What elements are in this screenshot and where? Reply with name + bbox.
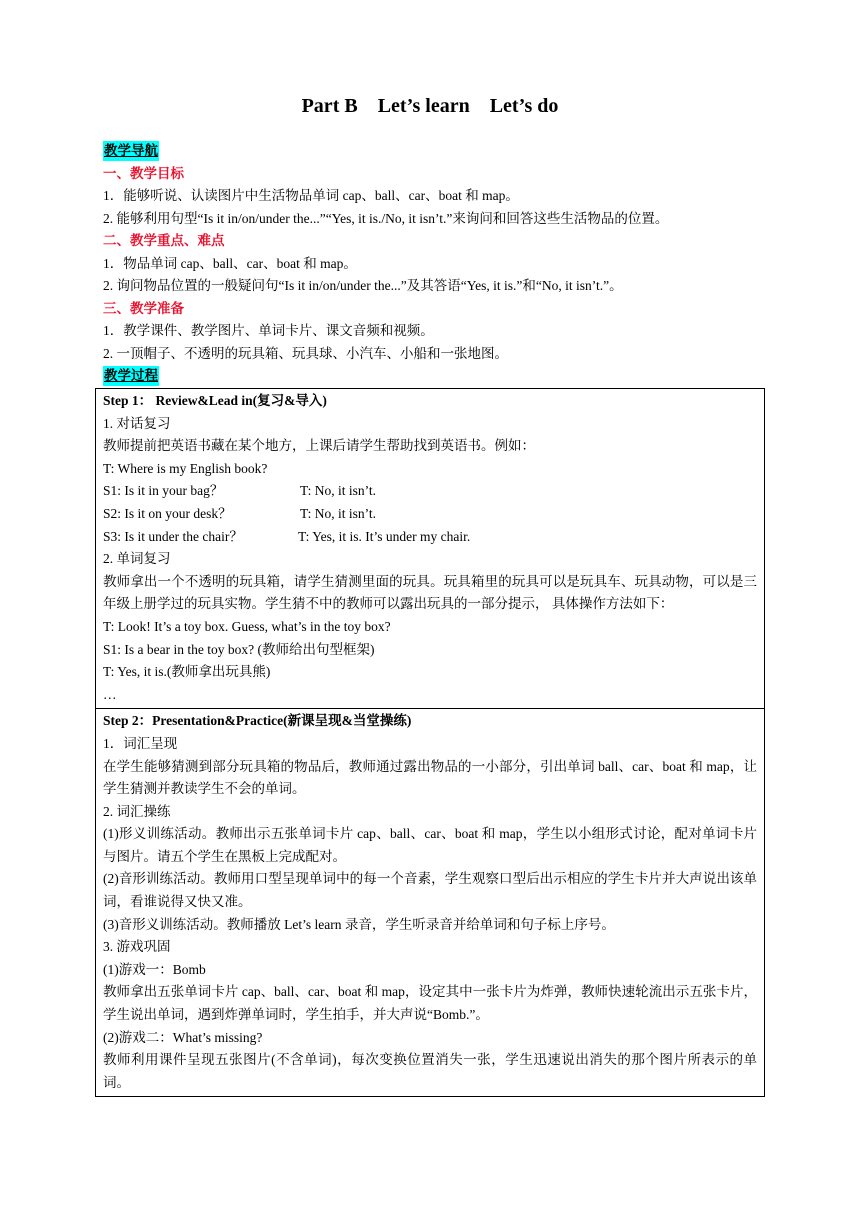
dialogue-line: [103, 480, 757, 503]
preparation-heading: 三、教学准备: [103, 300, 184, 316]
teaching-guide-section: [103, 140, 783, 388]
step2-paragraph: (1)形义训练活动。教师出示五张单词卡片 cap、ball、car、boat 和 map，学生以小组形式讨论，配对单词卡片与图片。请五个学生在黑板上完成配对。: [103, 826, 757, 864]
goal-item-1: 1．能够听说、认读图片中生活物品单词 cap、ball、car、boat 和 map。: [103, 188, 519, 203]
teaching-guide-label: 教学导航: [103, 141, 159, 161]
page-title: Part B Let’s learn Let’s do: [301, 95, 559, 117]
step2-line: 1．词汇呈现: [103, 735, 178, 751]
dialogue-question: S2: Is it on your desk？: [103, 505, 232, 521]
key-point-item-2: 2. 询问物品位置的一般疑问句“Is it in/on/under the...”及其答语“Yes, it is.”和“No, it isn’t.”。: [103, 278, 623, 293]
step1-row: [96, 389, 765, 709]
key-point-item-1: 1．物品单词 cap、ball、car、boat 和 map。: [103, 255, 357, 271]
step1-line: …: [103, 686, 117, 702]
dialogue-question: S1: Is it in your bag？: [103, 483, 224, 499]
key-points-heading: 二、教学重点、难点: [103, 233, 225, 248]
dialogue-answer: T: No, it isn’t.: [300, 505, 376, 521]
dialogue-line: [103, 503, 757, 526]
teaching-process-table: [95, 388, 765, 1097]
step1-line: T: Yes, it is.(教师拿出玩具熊): [103, 664, 271, 680]
dialogue-question: S3: Is it under the chair？: [103, 528, 243, 544]
step2-paragraph: 教师利用课件呈现五张图片(不含单词)，每次变换位置消失一张，学生迅速说出消失的那个图片所表示的单词。: [103, 1052, 757, 1090]
step2-line: 3. 游戏巩固: [103, 939, 171, 955]
step1-heading: Step 1： Review&Lead in(复习&导入): [103, 393, 327, 408]
step2-paragraph: 教师拿出五张单词卡片 cap、ball、car、boat 和 map，设定其中一张卡片为炸弹，教师快速轮流出示五张卡片，学生说出单词，遇到炸弹单词时，学生拍手，并大声说“Bomb.”。: [103, 984, 757, 1023]
step2-heading: Step 2：Presentation&Practice(新课呈现&当堂操练): [103, 713, 412, 729]
step1-line: T: Look! It’s a toy box. Guess, what’s in the toy box?: [103, 618, 391, 634]
dialogue-answer: T: Yes, it is. It’s under my chair.: [298, 528, 471, 544]
step1-paragraph: 教师拿出一个不透明的玩具箱，请学生猜测里面的玩具。玩具箱里的玩具可以是玩具车、玩具动物，可以是三年级上册学过的玩具实物。学生猜不中的教师可以露出玩具的一部分提示， 具体操作方法如下：: [103, 573, 757, 612]
step2-row: [96, 709, 765, 1097]
goals-heading: 一、教学目标: [103, 165, 184, 181]
step1-line: 2. 单词复习: [103, 551, 171, 567]
goal-item-2: 2. 能够利用句型“Is it in/on/under the...”“Yes, it is./No, it isn’t.”来询问和回答这些生活物品的位置。: [103, 210, 669, 226]
step1-cell: [96, 389, 765, 709]
dialogue-answer: T: No, it isn’t.: [300, 483, 376, 499]
step2-line: (3)音形义训练活动。教师播放 Let’s learn 录音，学生听录音并给单词和句子标上序号。: [103, 916, 615, 932]
step1-line: 教师提前把英语书藏在某个地方，上课后请学生帮助找到英语书。例如：: [103, 438, 535, 454]
step1-line: S1: Is a bear in the toy box? (教师给出句型框架): [103, 641, 375, 657]
step1-line: 1. 对话复习: [103, 415, 171, 431]
step2-line: 2. 词汇操练: [103, 803, 171, 819]
step2-line: (2)游戏二：What’s missing?: [103, 1029, 263, 1045]
teaching-process-label: 教学过程: [103, 366, 159, 386]
preparation-item-1: 1．教学课件、教学图片、单词卡片、课文音频和视频。: [103, 323, 434, 338]
step2-paragraph: 在学生能够猜测到部分玩具箱的物品后，教师通过露出物品的一小部分，引出单词 ball、car、boat 和 map，让学生猜测并教读学生不会的单词。: [103, 758, 757, 797]
step2-line: (1)游戏一：Bomb: [103, 961, 206, 977]
step2-paragraph: (2)音形训练活动。教师用口型呈现单词中的每一个音素，学生观察口型后出示相应的学生卡片并大声说出该单词，看谁说得又快又准。: [103, 871, 757, 910]
dialogue-line: [103, 526, 757, 549]
step1-line: T: Where is my English book?: [103, 460, 268, 476]
preparation-item-2: 2. 一顶帽子、不透明的玩具箱、玩具球、小汽车、小船和一张地图。: [103, 345, 508, 361]
step2-cell: [96, 709, 765, 1097]
